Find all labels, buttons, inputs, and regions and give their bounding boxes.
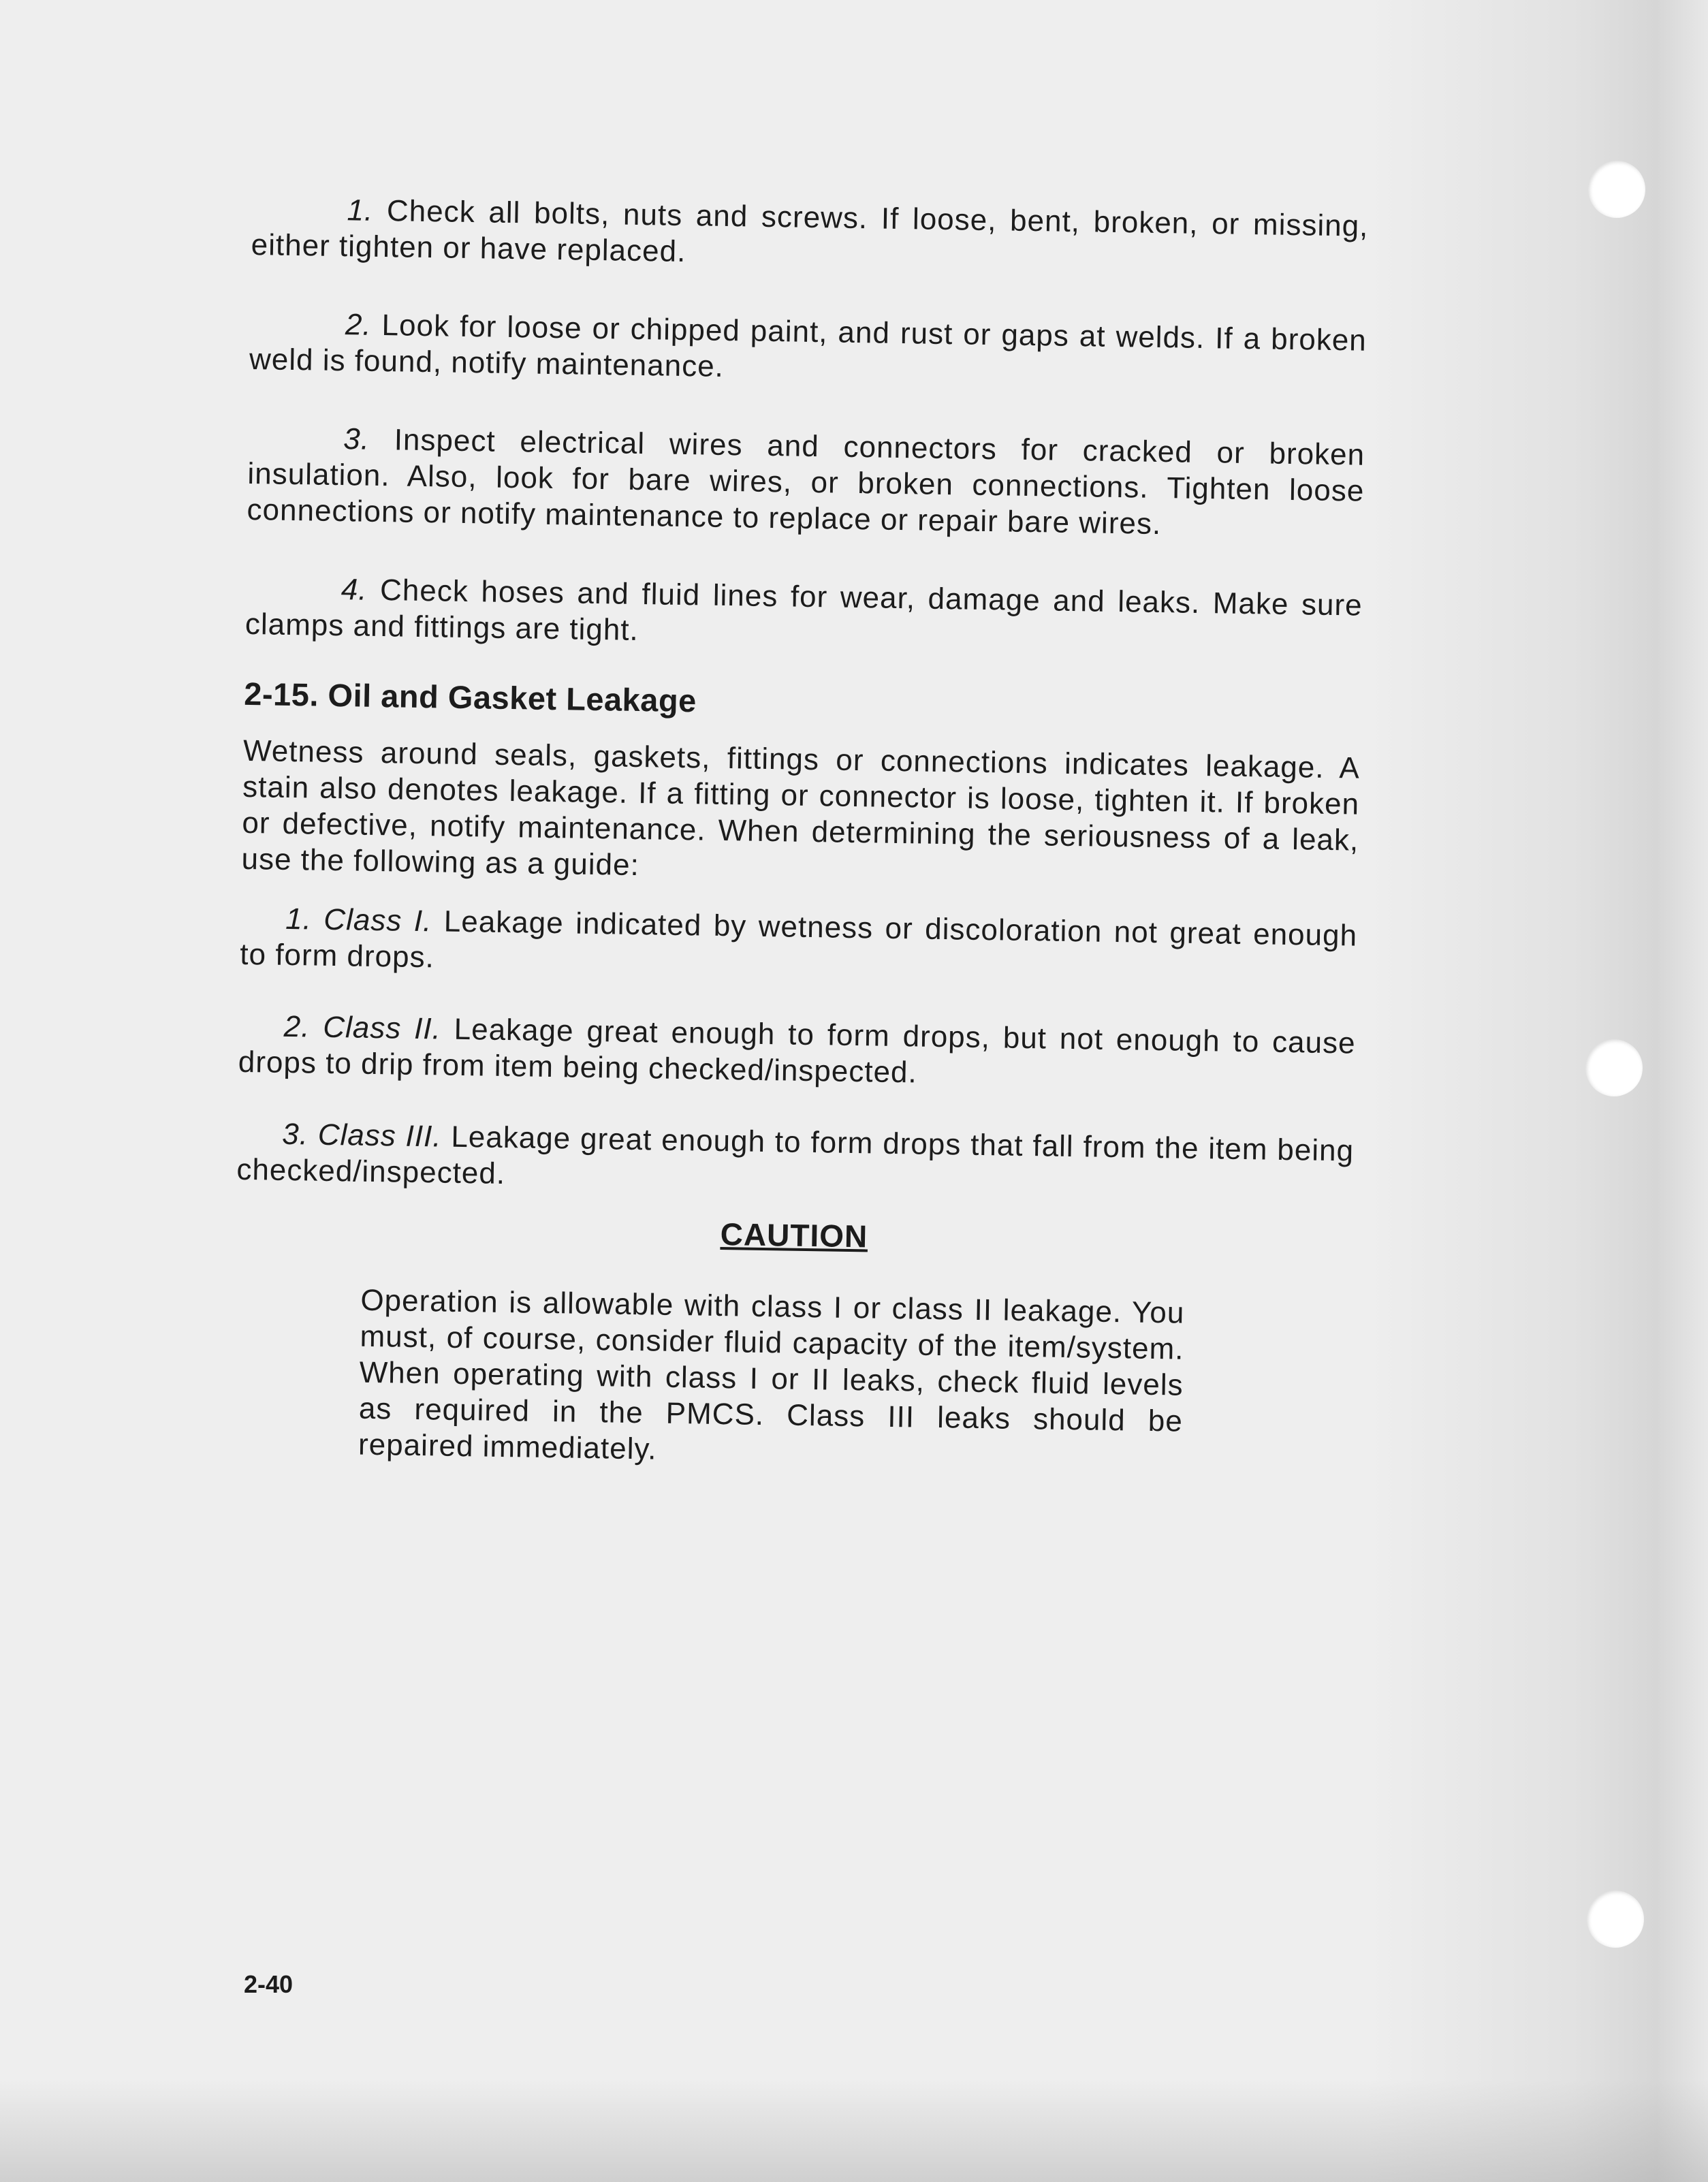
class-text: Leakage great enough to form drops, but not enough to cause drops to drip from item being checked/inspected.: [238, 1012, 1356, 1090]
class-label: 3. Class III.: [281, 1117, 442, 1154]
page-content: [232, 191, 1369, 1479]
class-label: 1. Class I.: [285, 902, 432, 938]
class-label: 2. Class II.: [283, 1009, 442, 1046]
punch-hole-top: [1588, 161, 1645, 218]
punch-hole-bottom: [1587, 1891, 1644, 1948]
item-number: 1.: [347, 193, 374, 227]
caution-text: Operation is allowable with class I or class II leakage. You must, of course, consider fluid capacity of the item/system. When operating with class I or II leaks, check fluid levels as required in the PMCS. Class III leaks should be repaired immediately.: [358, 1283, 1185, 1466]
scan-shadow: [0, 2080, 1708, 2182]
inspection-item-2: [249, 305, 1367, 395]
leak-class-3: [236, 1116, 1354, 1205]
leak-class-2: [238, 1008, 1355, 1098]
section-intro: Wetness around seals, gaskets, fittings or connections indicates leakage. A stain also denotes leakage. If a fitting or connector is loose, tighten it. If broken or defective, notify maintenance. When determining the seriousness of a leak, use the following as a guide:: [241, 733, 1361, 883]
item-text: Inspect electrical wires and connectors for cracked or broken insulation. Also, look for bare wires, or broken connections. Tighten loose connections or notify maintenance to replace or repair bare wires.: [247, 423, 1365, 541]
item-text: Check hoses and fluid lines for wear, damage and leaks. Make sure clamps and fittings are tight.: [244, 573, 1363, 647]
caution-title: CAUTION: [720, 1216, 868, 1254]
section-heading: 2-15. Oil and Gasket Leakage: [243, 675, 697, 719]
item-number: 3.: [343, 422, 370, 456]
inspection-item-4: [245, 570, 1363, 660]
inspection-item-3: [247, 420, 1365, 546]
item-number: 2.: [345, 308, 373, 342]
item-text: Check all bolts, nuts and screws. If loose, bent, broken, or missing, either tighten or have replaced.: [251, 194, 1369, 269]
inspection-item-1: [251, 191, 1368, 281]
class-text: Leakage indicated by wetness or discoloration not great enough to form drops.: [239, 904, 1358, 975]
punch-hole-middle: [1585, 1039, 1643, 1096]
item-text: Look for loose or chipped paint, and rust or gaps at welds. If a broken weld is found, notify maintenance.: [249, 309, 1367, 383]
class-text: Leakage great enough to form drops that fall from the item being checked/inspected.: [236, 1120, 1355, 1191]
item-number: 4.: [341, 573, 368, 607]
page-number: 2-40: [244, 1970, 294, 1998]
leak-class-1: [240, 900, 1357, 990]
